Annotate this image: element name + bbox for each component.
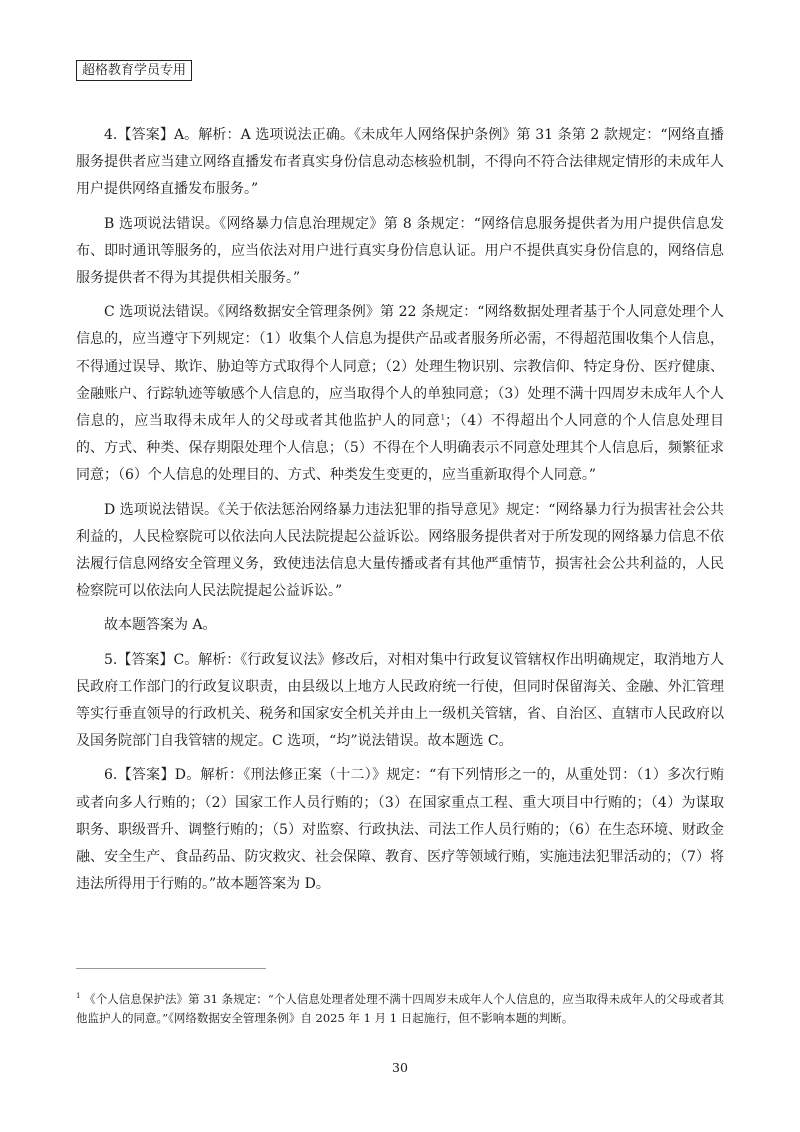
option-b-paragraph: B 选项说法错误。《网络暴力信息治理规定》第 8 条规定：“网络信息服务提供者为用户提供信息发布、即时通讯等服务的，应当依法对用户进行真实身份信息认证。用户不提供真实身份信息的，网络信息服务提供者不得为其提供相关服务。”: [76, 215, 724, 287]
option-c-text-2: ；（4）不得超出个人同意的个人信息处理目的、方式、种类、保存期限处理个人信息；（5）不得在个人明确表示不同意处理其个人信息后，频繁征求同意；（6）个人信息的处理目的、方式、种类发生变更的，应当重新取得个人同意。”: [76, 413, 725, 484]
footnote: [76, 990, 724, 1028]
answer-6-paragraph: 6.【答案】D。解析：《刑法修正案（十二）》规定：“有下列情形之一的，从重处罚：（1）多次行贿或者向多人行贿的；（2）国家工作人员行贿的；（3）在国家重点工程、重大项目中行贿的；（4）为谋取职务、职级晋升、调整行贿的；（5）对监察、行政执法、司法工作人员行贿的；（6）在生态环境、财政金融、安全生产、食品药品、防灾救灾、社会保障、教育、医疗等领域行贿，实施违法犯罪活动的；（7）将违法所得用于行贿的。”故本题答案为 D。: [76, 767, 724, 893]
watermark-label: 超格教育学员专用: [76, 60, 192, 81]
footnote-text: 《个人信息保护法》第 31 条规定：“个人信息处理者处理不满十四周岁未成年人个人信息的，应当取得未成年人的父母或者其他监护人的同意。”《网络数据安全管理条例》自 2025 年 1 月 1 日起施行，但不影响本题的判断。: [76, 992, 724, 1025]
page-number: 30: [392, 1060, 408, 1075]
footnote-divider: [76, 968, 266, 969]
option-c-paragraph: [76, 299, 724, 489]
document-body: [76, 122, 724, 905]
option-d-paragraph: D 选项说法错误。《关于依法惩治网络暴力违法犯罪的指导意见》规定：“网络暴力行为损害社会公共利益的，人民检察院可以依法向人民法院提起公益诉讼。网络服务提供者对于所发现的网络暴力信息不依法履行信息网络安全管理义务，致使违法信息大量传播或者有其他严重情节，损害社会公共利益的，人民检察院可以依法向人民法院提起公益诉讼。”: [76, 501, 724, 600]
answer-5-paragraph: 5.【答案】C。解析：《行政复议法》修改后，对相对集中行政复议管辖权作出明确规定，取消地方人民政府工作部门的行政复议职责，由县级以上地方人民政府统一行使，但同时保留海关、金融、外汇管理等实行垂直领导的行政机关、税务和国家安全机关并由上一级机关管辖，省、自治区、直辖市人民政府以及国务院部门自我管辖的规定。C 选项，“均”说法错误。故本题选 C。: [76, 651, 724, 750]
footnote-number: 1: [76, 992, 81, 1001]
answer-conclusion: 故本题答案为 A。: [104, 617, 217, 634]
footnote-reference[interactable]: 1: [440, 413, 446, 422]
option-c-text-1: C 选项说法错误。《网络数据安全管理条例》第 22 条规定：“网络数据处理者基于个人同意处理个人信息的，应当遵守下列规定：（1）收集个人信息为提供产品或者服务所必需，不得超范围收集个人信息，不得通过误导、欺诈、胁迫等方式取得个人同意；（2）处理生物识别、宗教信仰、特定身份、医疗健康、金融账户、行踪轨迹等敏感个人信息的，应当取得个人的单独同意；（3）处理不满十四周岁未成年人个人信息的，应当取得未成年人的父母或者其他监护人的同意: [76, 304, 724, 430]
answer-4-paragraph: 4.【答案】A。解析：A 选项说法正确。《未成年人网络保护条例》第 31 条第 2 款规定：“网络直播服务提供者应当建立网络直播发布者真实身份信息动态核验机制，不得向不符合法律规定情形的未成年人用户提供网络直播发布服务。”: [76, 127, 724, 198]
